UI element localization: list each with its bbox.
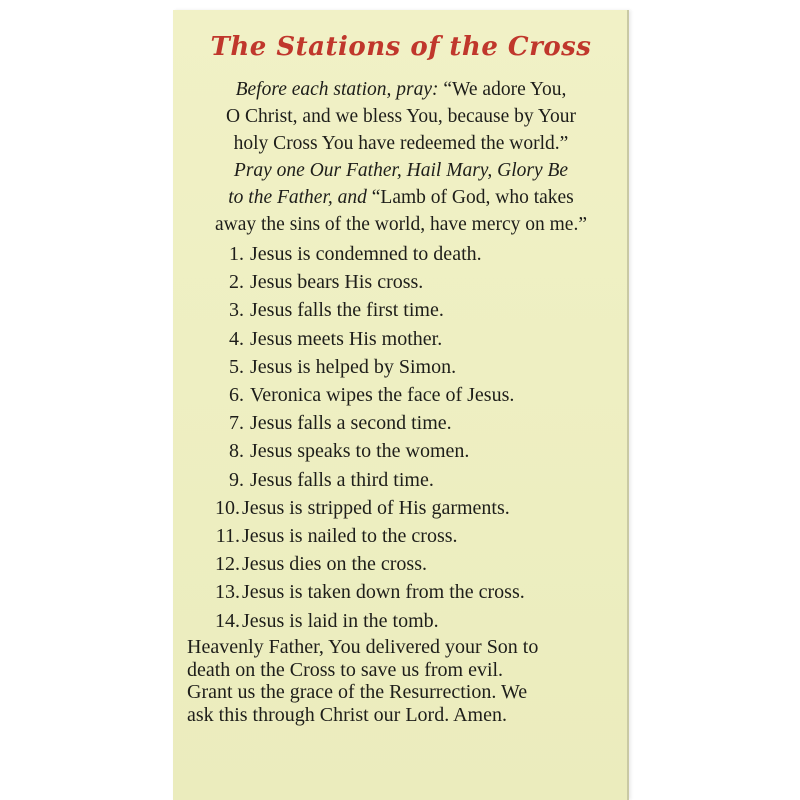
station-item — [211, 353, 525, 381]
intro-line-5 — [183, 184, 619, 211]
station-number: 13. — [215, 581, 240, 604]
station-text: Jesus is condemned to death. — [250, 243, 482, 265]
station-text: Jesus is nailed to the cross. — [242, 525, 458, 548]
station-number: 2. — [229, 271, 244, 294]
station-text: Jesus falls a second time. — [250, 412, 452, 435]
station-text: Jesus falls the first time. — [250, 299, 444, 322]
station-text: Jesus is taken down from the cross. — [242, 581, 525, 604]
station-number: 3. — [229, 299, 244, 322]
station-item — [211, 296, 525, 324]
station-item — [211, 550, 525, 578]
intro-line-3: holy Cross You have redeemed the world.” — [233, 133, 569, 154]
station-item — [211, 578, 525, 606]
station-item — [211, 494, 525, 522]
station-text: Jesus is laid in the tomb. — [242, 609, 439, 632]
station-number: 10. — [215, 496, 240, 519]
station-item — [211, 325, 525, 353]
station-number: 6. — [229, 384, 244, 407]
station-number: 4. — [229, 327, 244, 350]
station-number: 1. — [229, 243, 244, 265]
card-title: The Stations of the Cross — [210, 32, 592, 62]
station-number: 5. — [229, 355, 244, 378]
station-item — [211, 268, 525, 296]
station-text: Jesus is helped by Simon. — [250, 355, 457, 378]
prayer-card — [173, 10, 629, 800]
station-item — [211, 607, 525, 635]
card-edge — [627, 10, 629, 800]
station-number: 9. — [229, 468, 244, 491]
intro-line-1 — [183, 76, 619, 103]
intro-line-2: O Christ, and we bless You, because by Your — [226, 106, 576, 127]
station-number: 7. — [229, 412, 244, 435]
station-text: Jesus meets His mother. — [250, 327, 443, 350]
station-number: 11. — [215, 525, 240, 548]
stations-list — [211, 240, 525, 635]
station-item — [211, 437, 525, 465]
station-number: 12. — [215, 553, 240, 576]
station-number: 14. — [215, 609, 240, 632]
intro-line-1-rest: “We adore You, — [438, 79, 567, 100]
intro-line-5-italic: to the Father, and — [228, 187, 367, 208]
closing-line-3: Grant us the grace of the Resurrection. We — [187, 681, 528, 703]
intro-line-4: Pray one Our Father, Hail Mary, Glory Be — [233, 160, 569, 181]
station-text: Jesus is stripped of His garments. — [242, 496, 510, 519]
station-text: Jesus falls a third time. — [250, 468, 434, 491]
station-item — [211, 409, 525, 437]
intro-line-6: away the sins of the world, have mercy on me.” — [214, 214, 587, 235]
closing-line-2: death on the Cross to save us from evil. — [187, 658, 504, 681]
closing-prayer — [187, 636, 617, 726]
station-text: Veronica wipes the face of Jesus. — [250, 384, 515, 407]
station-text: Jesus bears His cross. — [250, 271, 424, 294]
closing-line-1: Heavenly Father, You delivered your Son to — [187, 636, 539, 658]
closing-line-4: ask this through Christ our Lord. Amen. — [187, 703, 507, 726]
intro-line-1-italic: Before each station, pray: — [235, 79, 439, 100]
intro-line-5-rest: “Lamb of God, who takes — [366, 187, 574, 208]
station-text: Jesus dies on the cross. — [242, 553, 427, 576]
station-number: 8. — [229, 440, 244, 463]
station-item — [211, 522, 525, 550]
station-item — [211, 381, 525, 409]
station-text: Jesus speaks to the women. — [250, 440, 470, 463]
intro-prayer — [183, 76, 619, 238]
station-item — [211, 466, 525, 494]
station-item — [211, 240, 525, 268]
